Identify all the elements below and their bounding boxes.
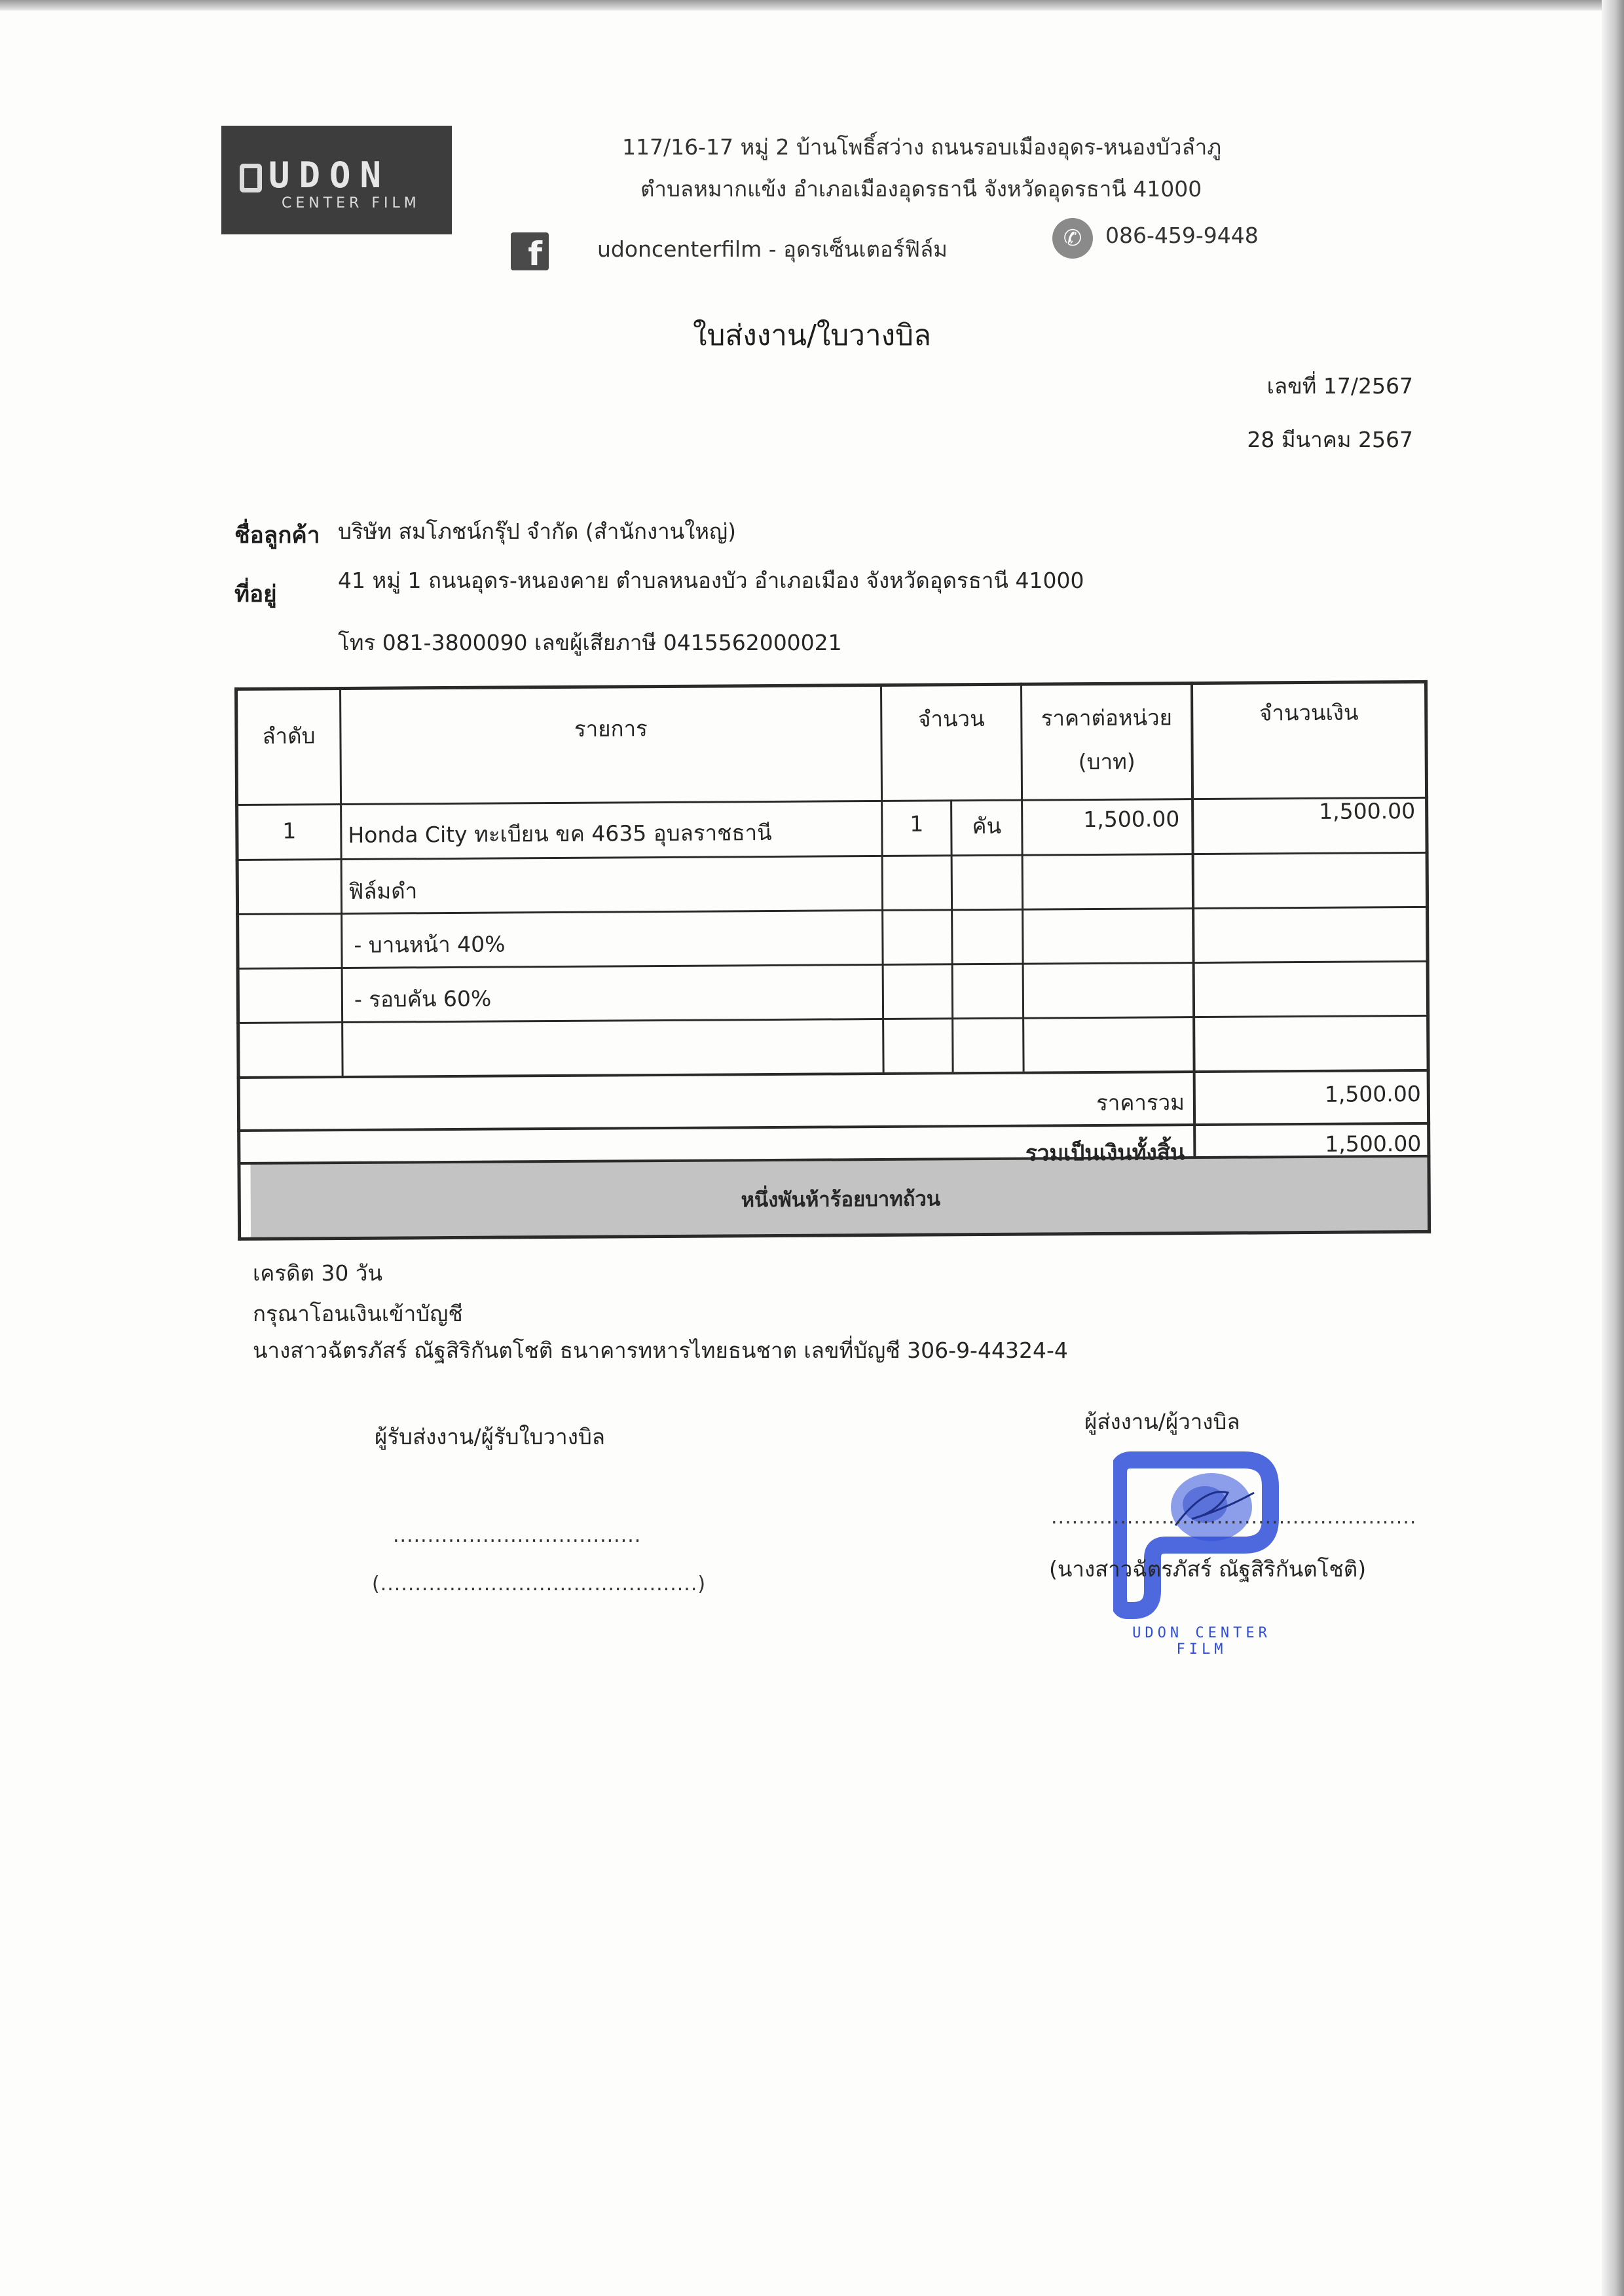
row3-item: - บานหน้า 40% — [354, 931, 506, 958]
stamp-text: UDON CENTER FILM — [1132, 1625, 1271, 1658]
items-table — [234, 680, 1431, 1241]
company-address-line2: ตำบลหมากแข้ง อำเภอเมืองอุดรธานี จังหวัดอุดรธานี 41000 — [640, 176, 1202, 202]
facebook-page: udoncenterfilm - อุดรเซ็นเตอร์ฟิล์ม — [597, 236, 948, 262]
sender-name: (นางสาวฉัตรภัสร์ ณัฐสิริกันตโชติ) — [1049, 1556, 1367, 1582]
row1-qty: 1 — [910, 811, 924, 837]
subtotal-label: ราคารวม — [1096, 1089, 1185, 1116]
customer-contact: โทร 081-3800090 เลขผู้เสียภาษี 0415562000021 — [338, 630, 842, 655]
bank-account: นางสาวฉัตรภัสร์ ณัฐสิริกันตโชติ ธนาคารทหารไทยธนชาต เลขที่บัญชี 306-9-44324-4 — [253, 1338, 1068, 1363]
customer-address-label: ที่อยู่ — [234, 581, 277, 608]
header-unit-price: ราคาต่อหน่วย — [1041, 704, 1173, 731]
stamp-mark — [1113, 1447, 1283, 1624]
total-label: รวมเป็นเงินทั้งสิ้น — [1025, 1139, 1185, 1166]
row1-price: 1,500.00 — [1083, 806, 1180, 833]
logo-word: UDON — [268, 155, 391, 196]
header-no: ลำดับ — [262, 723, 316, 749]
company-phone: 086-459-9448 — [1105, 223, 1259, 248]
document-number: เลขที่ 17/2567 — [1266, 373, 1413, 399]
row1-amount: 1,500.00 — [1319, 797, 1416, 824]
receiver-name-line: (..............................................) — [372, 1573, 707, 1595]
customer-name-label: ชื่อลูกค้า — [234, 522, 320, 549]
company-logo — [221, 126, 452, 234]
header-unit-price-unit: (บาท) — [1078, 748, 1135, 775]
customer-address: 41 หมู่ 1 ถนนอุดร-หนองคาย ตำบลหนองบัว อำเภอเมือง จังหวัดอุดรธานี 41000 — [338, 568, 1084, 593]
row2-item: ฟิล์มดำ — [348, 878, 418, 904]
row4-item: - รอบคัน 60% — [354, 985, 492, 1012]
credit-terms: เครดิต 30 วัน — [253, 1260, 382, 1286]
transfer-note: กรุณาโอนเงินเข้าบัญชี — [253, 1301, 463, 1326]
logo-mark — [240, 164, 262, 192]
header-amount: จำนวนเงิน — [1259, 699, 1359, 726]
receiver-label: ผู้รับส่งงาน/ผู้รับใบวางบิล — [375, 1424, 605, 1449]
total-in-words: หนึ่งพันห้าร้อยบาทถ้วน — [741, 1187, 941, 1212]
scan-top-edge — [0, 0, 1624, 10]
receiver-signature-line: .................................... — [393, 1524, 642, 1547]
company-address-line1: 117/16-17 หมู่ 2 บ้านโพธิ์สว่าง ถนนรอบเมืองอุดร-หนองบัวลำภู — [622, 134, 1222, 160]
document-date: 28 มีนาคม 2567 — [1247, 427, 1413, 452]
phone-icon: ✆ — [1052, 218, 1093, 259]
document-title: ใบส่งงาน/ใบวางบิล — [692, 319, 932, 352]
logo-subtitle: CENTER FILM — [282, 195, 420, 211]
row1-unit: คัน — [972, 812, 1002, 839]
subtotal-value: 1,500.00 — [1324, 1080, 1421, 1107]
sender-signature-line: ..................................................... — [1051, 1506, 1417, 1529]
header-item: รายการ — [574, 716, 648, 742]
row1-no: 1 — [282, 818, 297, 844]
facebook-icon: f — [511, 232, 549, 270]
row1-item: Honda City ทะเบียน ขค 4635 อุบลราชธานี — [348, 819, 772, 848]
total-value: 1,500.00 — [1325, 1130, 1422, 1157]
header-qty: จำนวน — [917, 706, 985, 732]
customer-name: บริษัท สมโภชน์กรุ๊ป จำกัด (สำนักงานใหญ่) — [338, 519, 737, 544]
sender-label: ผู้ส่งงาน/ผู้วางบิล — [1084, 1409, 1240, 1434]
